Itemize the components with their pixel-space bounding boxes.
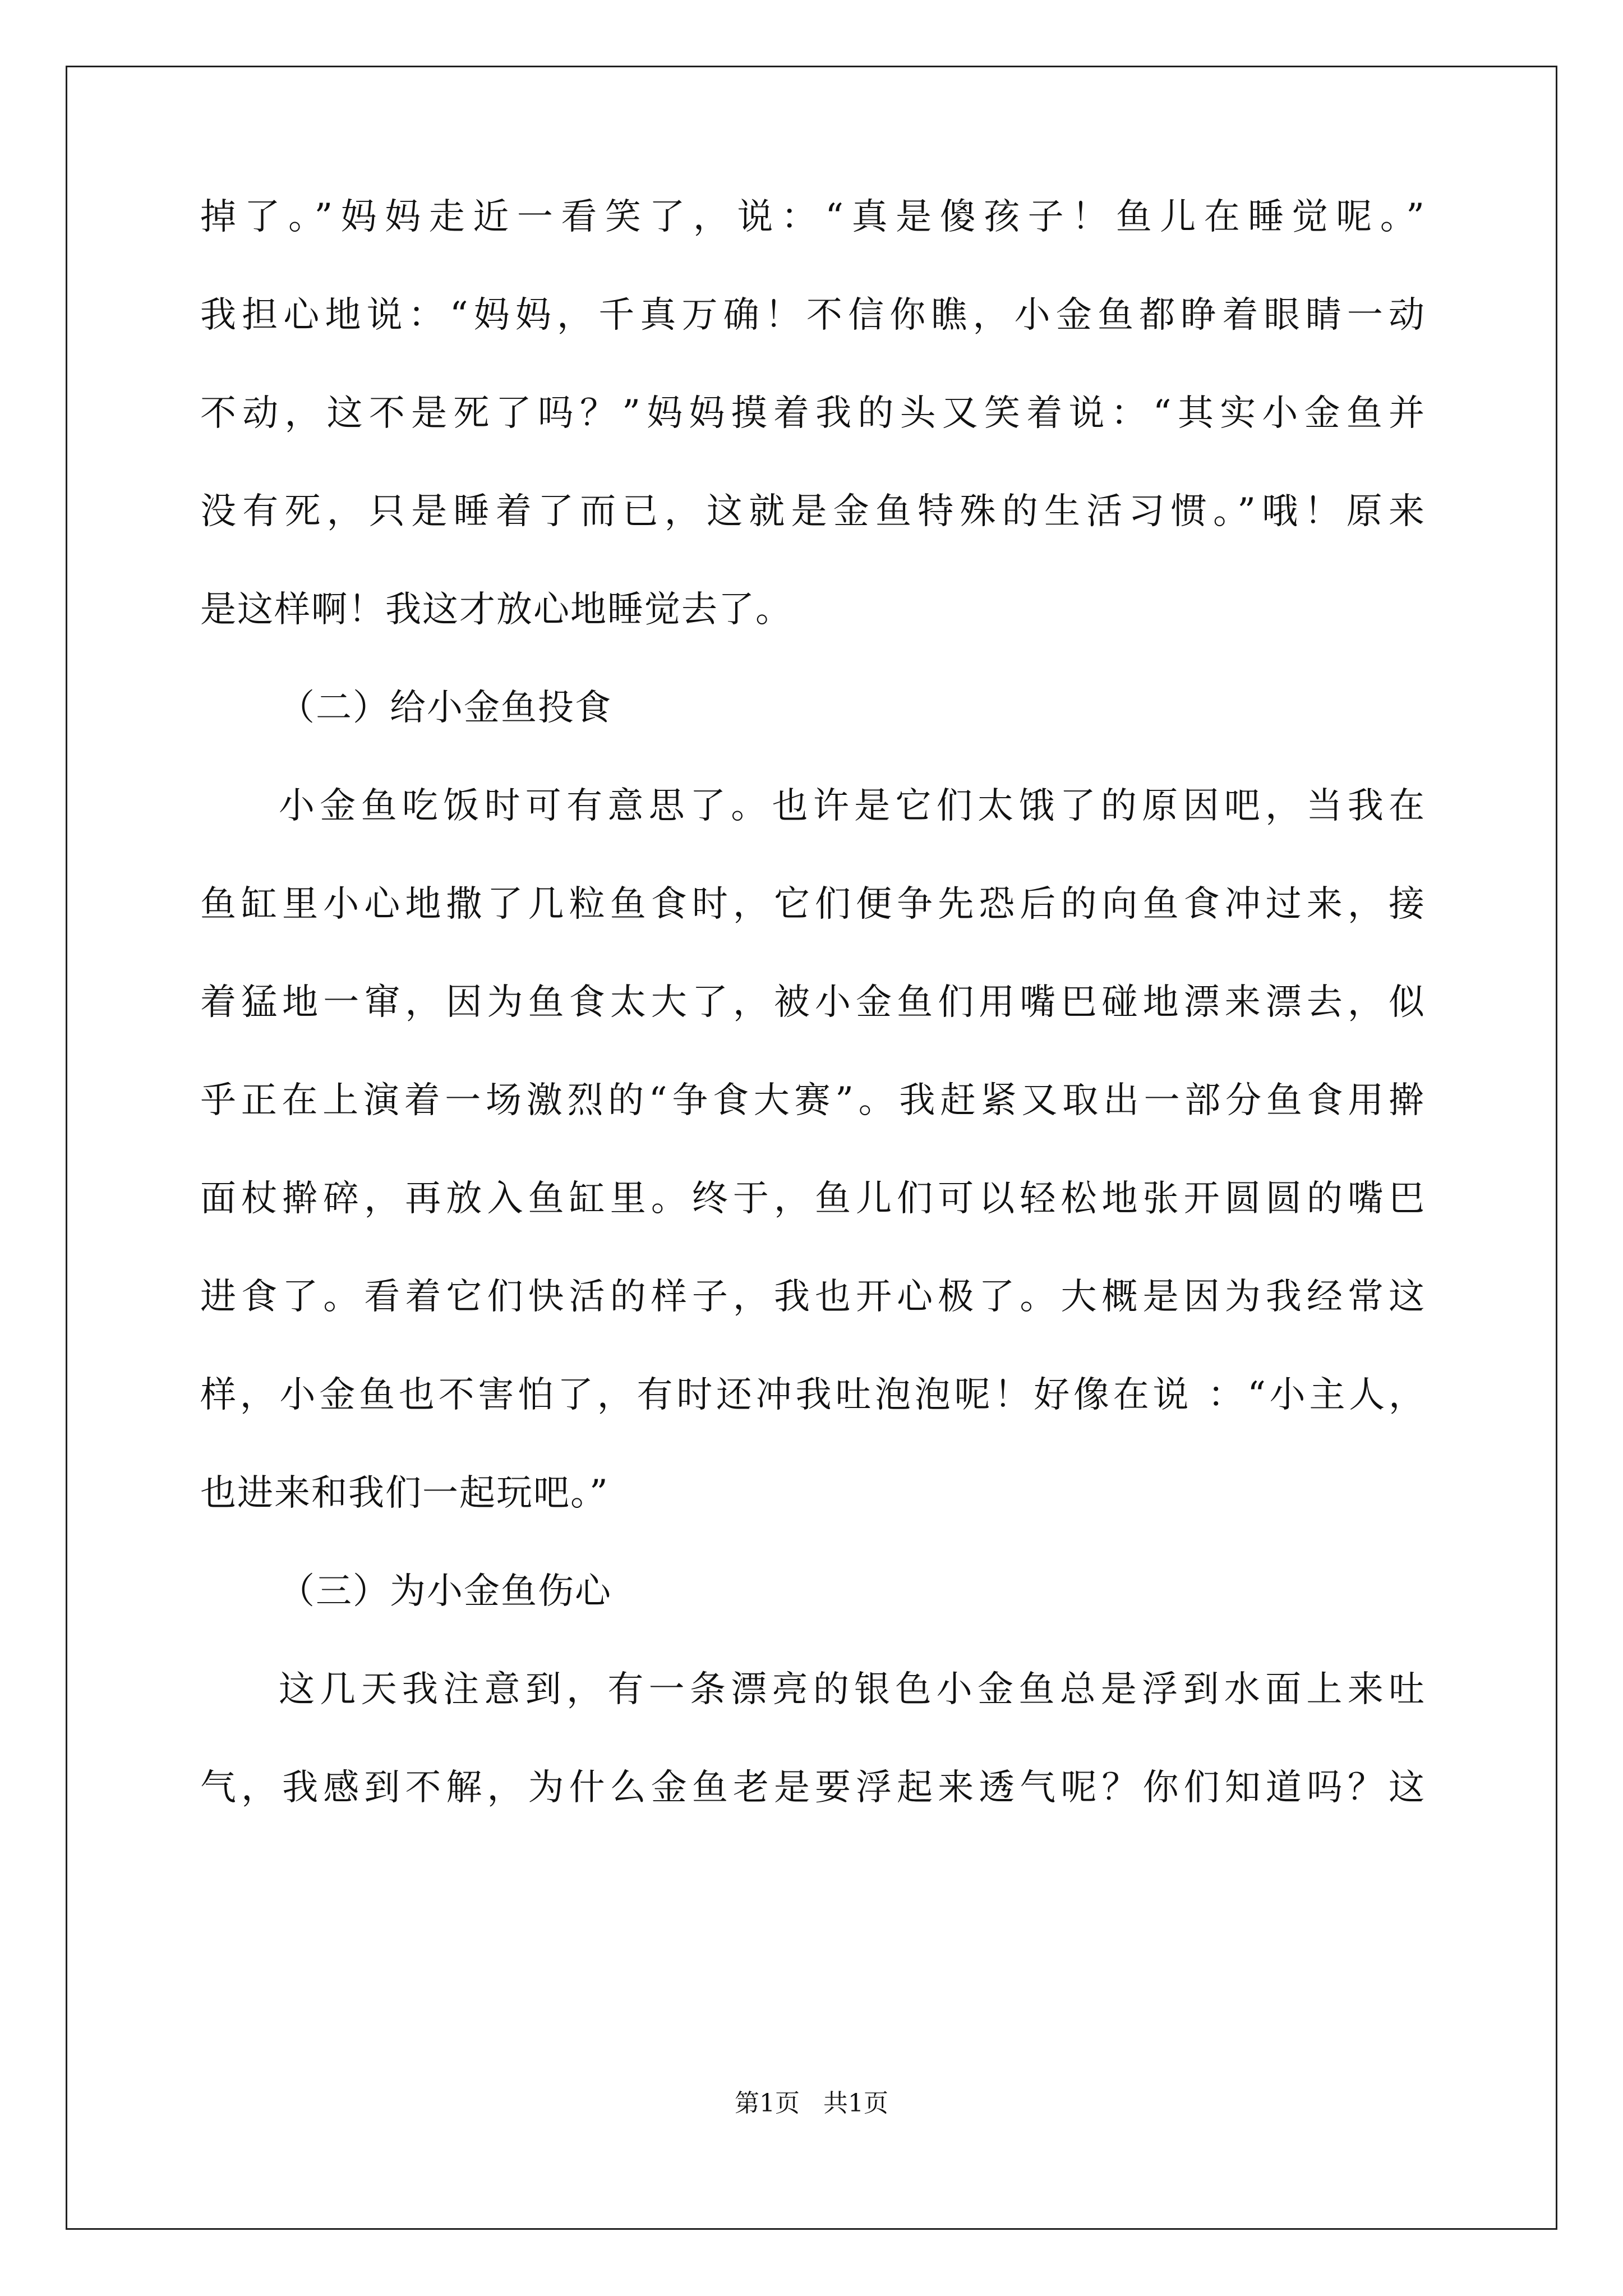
text-line: 没有死，只是睡着了而已，这就是金鱼特殊的生活习惯。”哦！原来 <box>200 491 1426 532</box>
text-line: 着猛地一窜，因为鱼食太大了，被小金鱼们用嘴巴碰地漂来漂去，似 <box>200 982 1426 1023</box>
text-line: 不动，这不是死了吗？”妈妈摸着我的头又笑着说：“其实小金鱼并 <box>200 393 1426 434</box>
text-line: 我担心地说：“妈妈，千真万确！不信你瞧，小金鱼都睁着眼睛一动 <box>200 295 1426 336</box>
text-line: 也进来和我们一起玩吧。” <box>200 1473 609 1514</box>
text-line: 进食了。看着它们快活的样子，我也开心极了。大概是因为我经常这 <box>200 1276 1426 1318</box>
text-line: 气，我感到不解，为什么金鱼老是要浮起来透气呢？你们知道吗？这 <box>200 1767 1426 1809</box>
page-footer: 第1页 共1页 <box>735 2089 888 2118</box>
text-line: 乎正在上演着一场激烈的“争食大赛”。我赶紧又取出一部分鱼食用擀 <box>200 1080 1426 1121</box>
paragraph-first-line: 小金鱼吃饭时可有意思了。也许是它们太饿了的原因吧，当我在 <box>279 785 1426 827</box>
text-line: 鱼缸里小心地撒了几粒鱼食时，它们便争先恐后的向鱼食冲过来，接 <box>200 884 1426 925</box>
section-heading: （二）给小金鱼投食 <box>279 687 612 729</box>
text-line: 是这样啊！我这才放心地睡觉去了。 <box>200 589 792 631</box>
text-line: 样，小金鱼也不害怕了，有时还冲我吐泡泡呢！好像在说 ：“小主人， <box>200 1374 1426 1416</box>
section-heading: （三）为小金鱼伤心 <box>279 1571 612 1612</box>
text-line: 掉了。”妈妈走近一看笑了，说：“真是傻孩子！鱼儿在睡觉呢。” <box>200 196 1426 238</box>
text-line: 面杖擀碎，再放入鱼缸里。终于，鱼儿们可以轻松地张开圆圆的嘴巴 <box>200 1178 1426 1220</box>
paragraph-first-line: 这几天我注意到，有一条漂亮的银色小金鱼总是浮到水面上来吐 <box>279 1669 1426 1710</box>
